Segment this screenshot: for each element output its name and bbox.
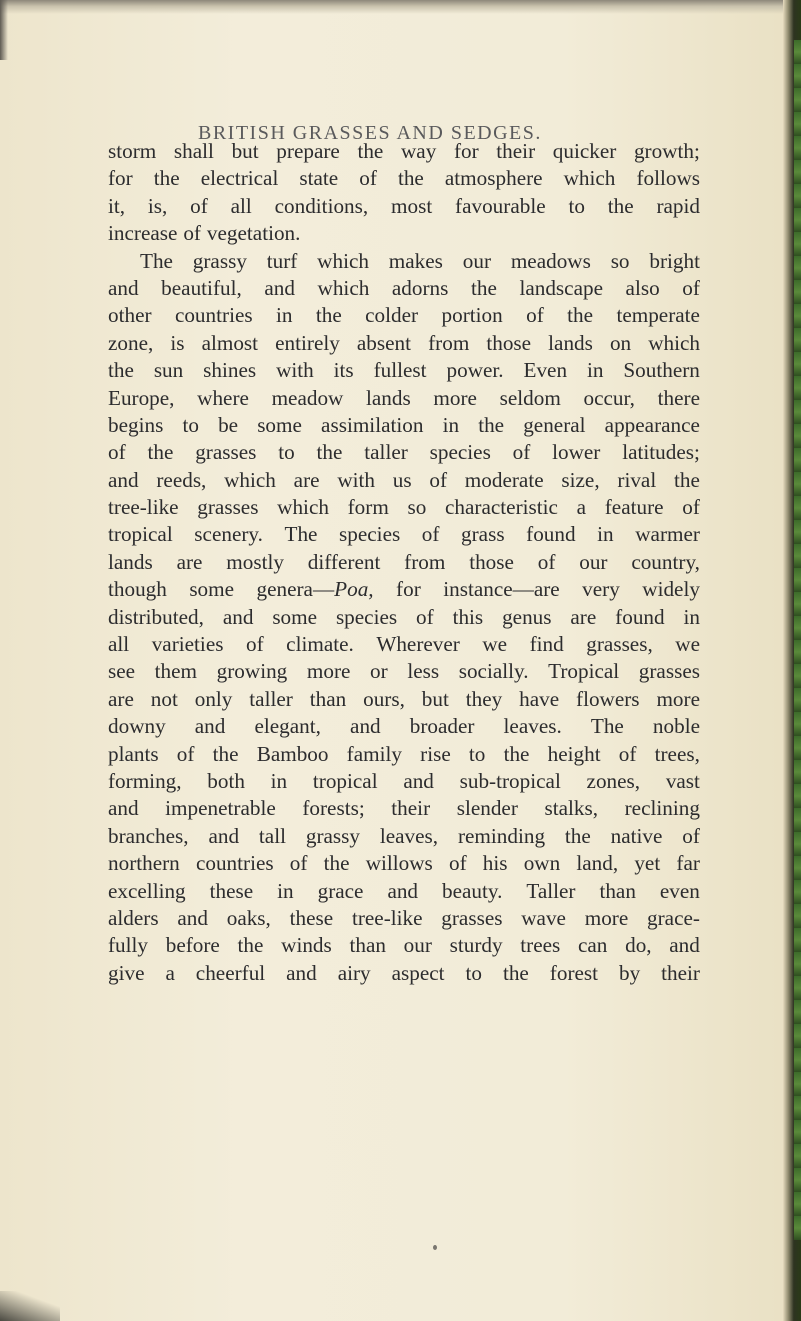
text-line: zone, is almost entirely absent from those lands on which: [108, 330, 700, 355]
text-line: give a cheerful and airy aspect to the forest by their: [108, 960, 700, 985]
text-line: forming, both in tropical and sub-tropical zones, vast: [108, 768, 700, 793]
text-line: tree-like grasses which form so characteristic a feature of: [108, 495, 700, 520]
text-line: all varieties of climate. Wherever we find grasses, we: [108, 632, 700, 657]
text-line: and reeds, which are with us of moderate size, rival the: [108, 467, 700, 492]
text-line: and beautiful, and which adorns the landscape also of: [108, 275, 700, 300]
page-left-fold: [0, 0, 8, 60]
text-line: fully before the winds than our sturdy trees can do, and: [108, 933, 700, 958]
text-line: other countries in the colder portion of the temperate: [108, 303, 700, 328]
page-top-shadow: [0, 0, 801, 14]
text-line: downy and elegant, and broader leaves. The noble: [108, 714, 700, 739]
text-line: though some genera—Poa, for instance—are very widely: [108, 577, 700, 602]
text-line: branches, and tall grassy leaves, reminding the native of: [108, 823, 700, 848]
text-line: The grassy turf which makes our meadows so bright: [140, 248, 700, 273]
text-line: the sun shines with its fullest power. Even in Southern: [108, 358, 700, 383]
text-line: distributed, and some species of this genus are found in: [108, 604, 700, 629]
text-line: plants of the Bamboo family rise to the height of trees,: [108, 741, 700, 766]
running-head: BRITISH GRASSES AND SEDGES.: [198, 122, 542, 144]
text-line: alders and oaks, these tree-like grasses wave more grace-: [108, 905, 700, 930]
text-line: it, is, of all conditions, most favourable to the rapid: [108, 193, 700, 218]
text-line: storm shall but prepare the way for their quicker growth;: [108, 139, 700, 163]
text-line: begins to be some assimilation in the general appearance: [108, 412, 700, 437]
body-text: [108, 138, 700, 987]
page-bottom-curl: [0, 1291, 60, 1321]
text-line: of the grasses to the taller species of lower latitudes;: [108, 440, 700, 465]
text-line: tropical scenery. The species of grass found in warmer: [108, 522, 700, 547]
ink-speck: [433, 1245, 437, 1250]
text-line: excelling these in grace and beauty. Taller than even: [108, 878, 700, 903]
text-line: see them growing more or less socially. Tropical grasses: [108, 659, 700, 684]
text-line: and impenetrable forests; their slender stalks, reclining: [108, 796, 700, 821]
text-line: lands are mostly different from those of our country,: [108, 549, 700, 574]
binding-edge: [794, 40, 801, 1240]
text-line: northern countries of the willows of his own land, yet far: [108, 851, 700, 876]
text-line: Europe, where meadow lands more seldom occur, there: [108, 385, 700, 410]
text-line: increase of vegetation.: [108, 221, 301, 246]
text-line: are not only taller than ours, but they have flowers more: [108, 686, 700, 711]
text-line: for the electrical state of the atmosphere which follows: [108, 166, 700, 191]
